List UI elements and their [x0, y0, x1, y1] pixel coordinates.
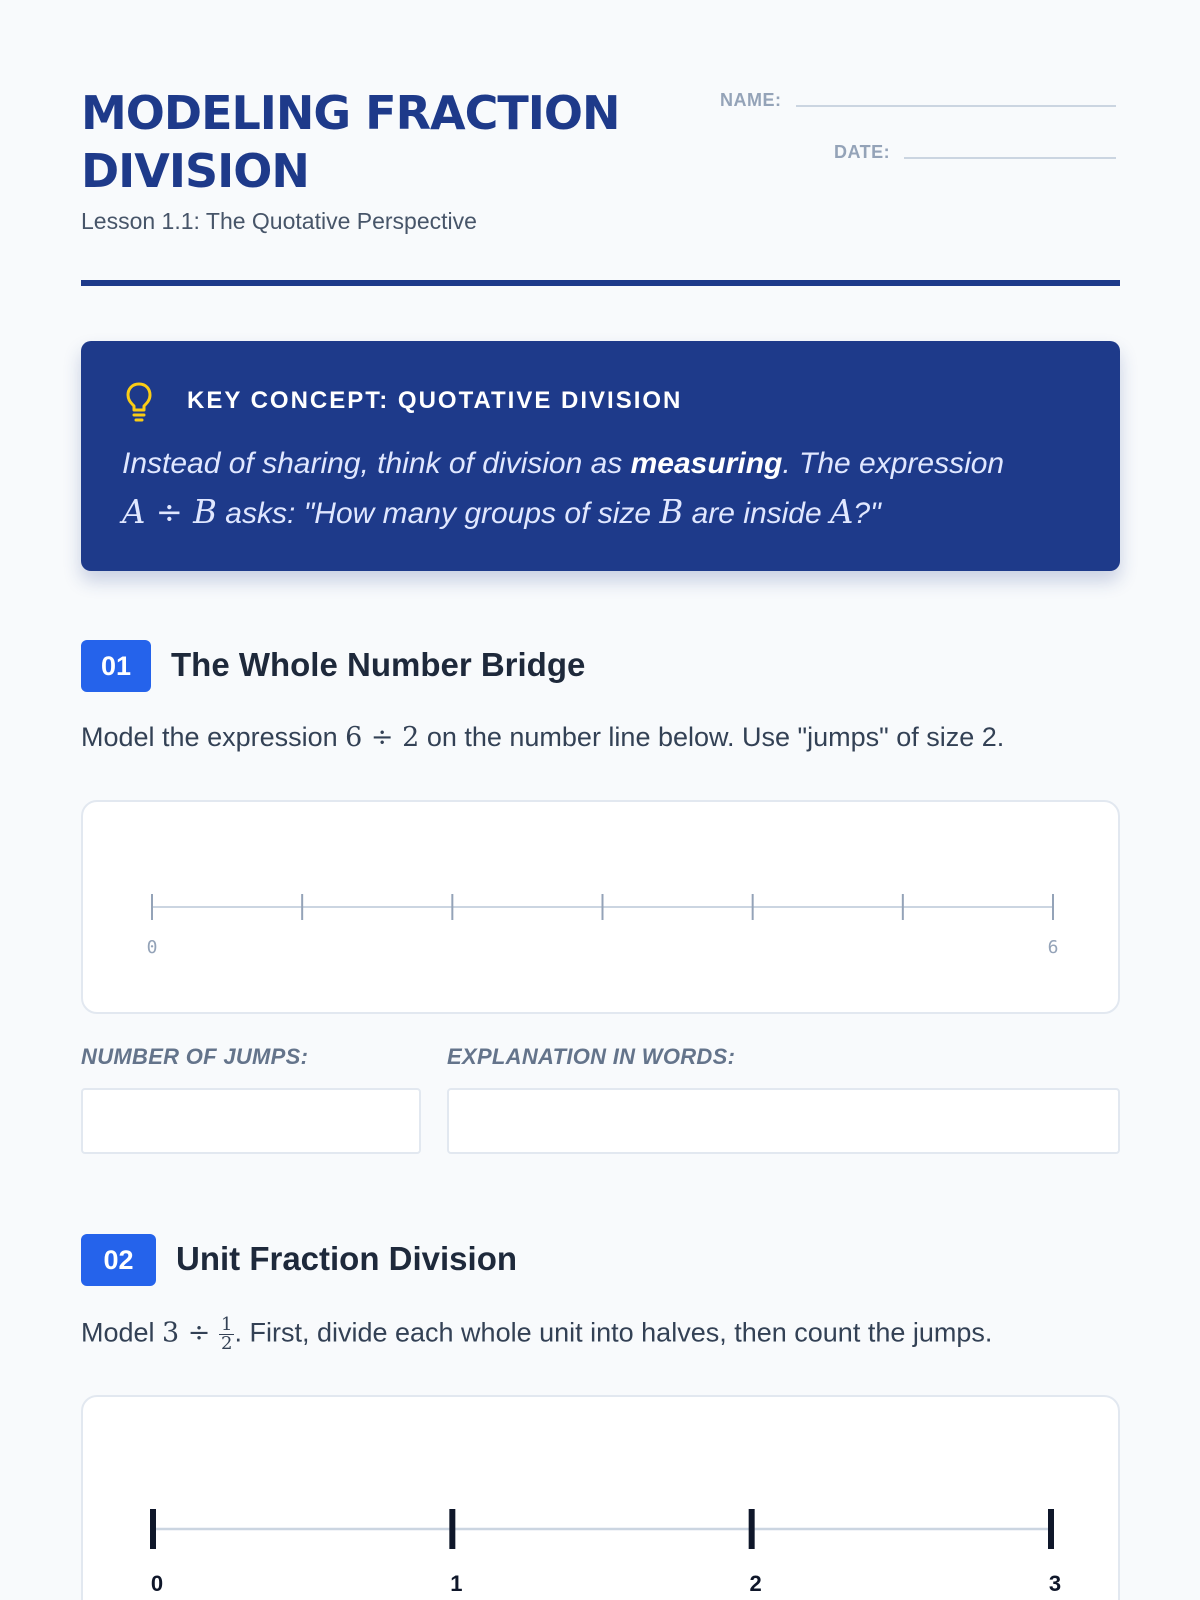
number-line-card — [81, 800, 1120, 1014]
number-line-0-to-3[interactable] — [83, 1397, 1122, 1600]
worksheet-page — [81, 0, 1120, 1600]
concept-expression: A ÷ B — [122, 493, 217, 531]
key-concept-callout — [81, 341, 1120, 571]
number-line-0-to-6[interactable] — [83, 802, 1122, 1016]
key-concept-heading: KEY CONCEPT: QUOTATIVE DIVISION — [187, 387, 683, 414]
lesson-subtitle: Lesson 1.1: The Quotative Perspective — [81, 208, 477, 234]
tick-label: 0 — [150, 1571, 164, 1596]
name-input-line[interactable] — [796, 105, 1116, 107]
section-number-badge: 02 — [81, 1234, 156, 1286]
jumps-label: NUMBER OF JUMPS: — [81, 1044, 309, 1069]
page-title: MODELING FRACTION DIVISION — [81, 86, 620, 198]
date-field — [834, 142, 1116, 163]
worksheet-header — [81, 84, 1120, 284]
number-line-card — [81, 1395, 1120, 1600]
tick-label: 1 — [450, 1571, 463, 1596]
date-label: DATE: — [834, 142, 891, 162]
name-label: NAME: — [720, 90, 782, 110]
lightbulb-icon — [125, 381, 153, 423]
emphasis-measuring: measuring — [630, 447, 783, 480]
tick-label: 6 — [1047, 937, 1059, 958]
explanation-answer-box[interactable] — [447, 1088, 1120, 1154]
fraction-one-half: $\frac{1}{2}$ — [221, 1314, 233, 1354]
date-input-line[interactable] — [904, 157, 1116, 159]
section-instructions: Model 3 ÷ $\frac{1}{2}$ . First, divide each whole unit into halves, then count the jumps. — [81, 1314, 993, 1354]
section-title: Unit Fraction Division — [176, 1240, 518, 1277]
section-title: The Whole Number Bridge — [171, 646, 586, 683]
explanation-label: EXPLANATION IN WORDS: — [447, 1044, 736, 1069]
name-field — [720, 90, 1116, 111]
section-instructions: Model the expression 6 ÷ 2 on the number line below. Use "jumps" of size 2. — [81, 722, 1005, 753]
key-concept-text: Instead of sharing, think of division as measuring. The expression A ÷ B asks: "How many groups of size B are inside A?" — [122, 447, 1005, 531]
tick-label: 2 — [749, 1571, 762, 1596]
tick-label: 0 — [146, 937, 158, 958]
header-divider — [81, 280, 1120, 286]
section-number-badge: 01 — [81, 640, 151, 692]
tick-label: 3 — [1048, 1571, 1062, 1596]
jumps-answer-box[interactable] — [81, 1088, 421, 1154]
